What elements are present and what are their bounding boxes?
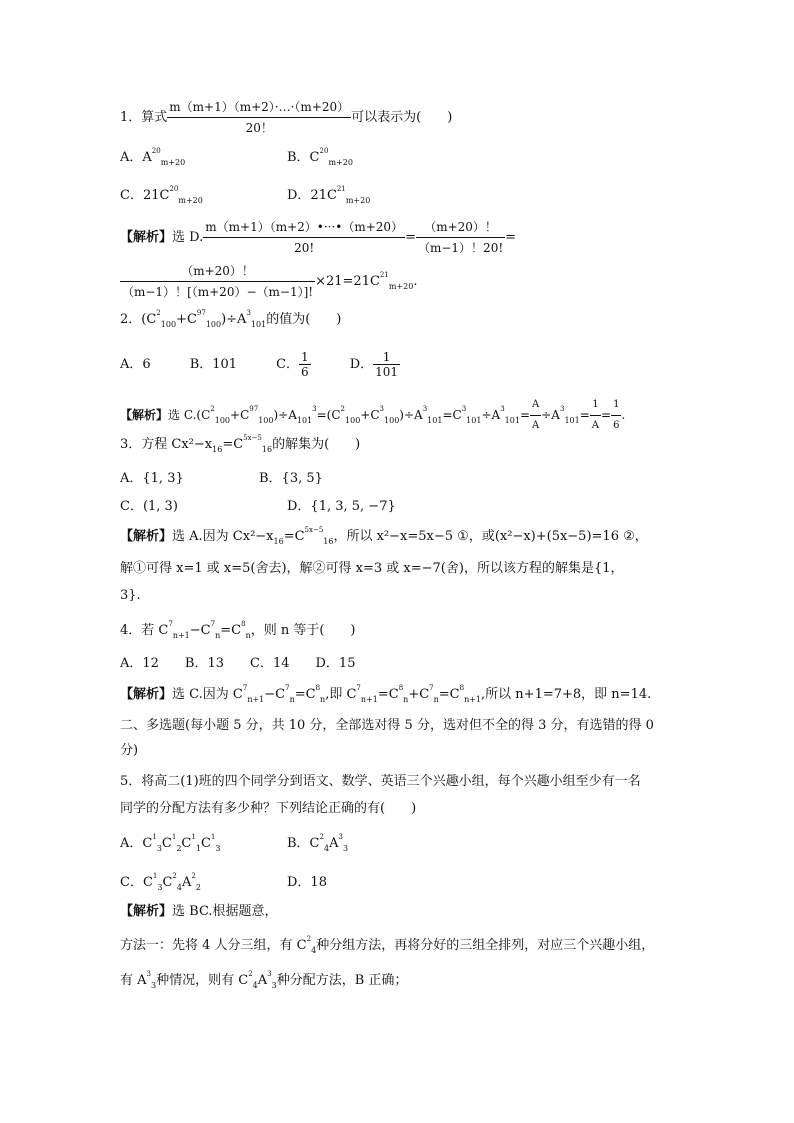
- q1-opt-b-text: B．C: [287, 150, 320, 165]
- q5-solution-tag: 【解析】: [120, 904, 173, 919]
- q3-stem: 3．方程 $Cx^2-x_{16}=C^{5x-5}_{16}$的解集为( ): [120, 434, 361, 454]
- q5-opt-c: C．$C^1_3C^2_4A^2_2$: [120, 872, 201, 892]
- q1-sol-lead: 选 D.: [172, 230, 204, 245]
- q1-sol-tail: ×21=21C: [315, 274, 380, 289]
- q1-sol-frac3: [120, 261, 315, 302]
- q5-method1b: 有 A: [120, 973, 147, 988]
- q1-solution-line2: $\frac{(m+20)!}{(m-1)![(m+20)-(m-1)]!}$ $\times 21=21C^{21}_{m+20}$.: [120, 261, 417, 302]
- q5-sol-lead: 选 BC.根据题意，: [172, 904, 278, 919]
- q1-sol-frac1-den: 20!: [203, 237, 405, 258]
- q3-stem-start: 3．方程 Cx²−x: [120, 437, 213, 452]
- q1-option-a: A．$A^{20}_{m+20}$: [120, 147, 186, 167]
- q3-sol1b: ，所以 x²−x=5x−5 ①，或(x²−x)+(5x−5)=16 ②，: [333, 529, 648, 544]
- q5-method1a-end: 种分组方法，再将分好的三组全排列，对应三个兴趣小组，: [316, 938, 655, 953]
- q1-sol-frac1: [203, 217, 405, 258]
- q1-solution-line1: 【解析】选 D. $\frac{m(m+1)(m+2)•\cdot\cdot\cdot•(m+20)}{20!}$ = $\frac{(m+20)!}{(m-1)!20!}$ =: [120, 217, 516, 258]
- q1-sol-frac2: [416, 217, 505, 258]
- q2-solution-tag: 【解析】: [120, 408, 169, 422]
- q5-stem-line1: 5．将高二(1)班的四个同学分到语文、数学、英语三个兴趣小组，每个兴趣小组至少有一名: [120, 774, 641, 789]
- q1-sol-frac2-num: （m+20）！: [424, 220, 497, 234]
- q1-prefix: 1．算式: [120, 110, 168, 125]
- q5-method1a: 方法一：先将 4 人分三组，有 C: [120, 938, 307, 953]
- q4-stem-start: 4．若 C: [120, 623, 169, 638]
- q4-solution: 【解析】选 C.因为 $C^7_{n+1}-C^7_n=C^8_n$,即 $C^7_{n+1}=C^8_n+C^7_n=C^8_{n+1}$,所以 n+1=7+8，即 n=14.: [120, 684, 652, 704]
- q2-opt-a: A．6: [120, 357, 151, 372]
- q2-opt-d-num: 1: [382, 350, 391, 364]
- q5-opt-b-text: B．C: [287, 836, 320, 851]
- section2-heading: 二、多选题(每小题 5 分，共 10 分，全部选对得 5 分，选对但不全的得 3 分，有选错的得 0: [120, 718, 654, 733]
- q1-sol-frac3-den: （m−1）！[（m+20）−（m−1）]!: [120, 281, 315, 302]
- q3-solution-line3: 3}.: [120, 588, 141, 603]
- q5-opt-b: B．$C^2_4A^3_3$: [287, 833, 349, 853]
- q5-method1-line1: 方法一：先将 4 人分三组，有 $C^2_4$种分组方法，再将分好的三组全排列，对应三个兴趣小组，: [120, 935, 655, 955]
- q2-opt-d-frac: [373, 350, 400, 379]
- q5-opt-a: A．$C^1_3C^1_2C^1_1C^1_3$: [120, 833, 221, 853]
- q1-option-b: B．$C^{20}_{m+20}$: [287, 147, 353, 167]
- q1-sol-frac3-num: （m+20）！: [181, 264, 254, 278]
- q3-solution-line2: 解①可得 x=1 或 x=5(舍去)，解②可得 x=3 或 x=−7(舍)，所以该方程的解集是{1，: [120, 561, 624, 576]
- q1-fraction-num: m（m+1）（m+2）·…·（m+20）: [169, 100, 350, 114]
- q1-opt-a-text: A．A: [120, 150, 152, 165]
- q1-solution-tag: 【解析】: [120, 230, 173, 245]
- q1-opt-c-text: C．21C: [120, 188, 170, 203]
- q1-stem: [120, 97, 452, 138]
- q1-suffix: 可以表示为( ): [351, 110, 453, 125]
- q2-opt-c: C．: [276, 357, 300, 372]
- q4-sol: 选 C.因为 C: [172, 687, 243, 702]
- q5-opt-d: D．18: [287, 875, 327, 890]
- q5-method1-line2: 有 $A^3_3$种情况，则有 $C^2_4A^3_3$种分配方法，B 正确；: [120, 970, 408, 990]
- q3-solution-tag: 【解析】: [120, 529, 173, 544]
- q4-options: A．12 B．13 C．14 D．15: [120, 656, 356, 671]
- q2-opt-d: D．: [349, 357, 374, 372]
- q2-opt-c-num: 1: [301, 350, 309, 364]
- q2-stem-end: 的值为( ): [266, 312, 342, 327]
- q5-opt-a-text: A．C: [120, 836, 153, 851]
- q2-opt-b: B．101: [189, 357, 238, 372]
- q5-stem-line2: 同学的分配方法有多少种？下列结论正确的有( ): [120, 801, 417, 816]
- q3-stem-end: 的解集为( ): [272, 437, 361, 452]
- q4-sol-end: ,所以 n+1=7+8，即 n=14.: [481, 687, 652, 702]
- q2-opt-c-frac: [299, 350, 311, 379]
- q5-solution-lead: [120, 902, 278, 922]
- q1-sol-frac2-den: （m−1）！20!: [416, 237, 505, 258]
- q3-opt-c: C．(1, 3): [120, 499, 178, 514]
- q5-method1b-end: 种分配方法，B 正确；: [276, 973, 408, 988]
- q1-sol-frac1-num: m（m+1）（m+2）•···•（m+20）: [205, 220, 404, 234]
- q3-opt-b: B．{3, 5}: [259, 471, 323, 486]
- q2-opt-c-den: 6: [301, 365, 309, 379]
- q5-method1b-mid: 种情况，则有 C: [156, 973, 249, 988]
- q2-sol-lead: 选 C.(C: [168, 408, 211, 422]
- q1-fraction: [167, 97, 351, 138]
- q2-solution: 【解析】选 $C.(C^2_{100}+C^{97}_{100})\div A_{101}^3=(C^2_{100}+C^3_{100})\div A^3_{101}=C^3_{101}\div A^3_{101}=$ $\frac{A}{A}$ $\div A^3_{101}=$ $\frac{1}{A}$ = $\frac{1}{6}$ .: [120, 395, 625, 436]
- q5-opt-c-text: C．C: [120, 875, 153, 890]
- q3-solution-line1: 【解析】选 A.因为 $Cx^2-x_{16}=C^{5x-5}_{16}$，所以 x²−x=5x−5 ①，或(x²−x)+(5x−5)=16 ②，: [120, 526, 648, 546]
- q4-solution-tag: 【解析】: [120, 687, 173, 702]
- q1-fraction-den: 20！: [167, 117, 351, 138]
- q2-stem-start: 2．(C: [120, 312, 157, 327]
- q3-sol1: 选 A.因为 Cx²−x: [172, 529, 274, 544]
- q3-opt-d: D．{1, 3, 5, −7}: [287, 499, 396, 514]
- q1-option-d: D．$21C^{21}_{m+20}$: [287, 185, 371, 205]
- q4-stem-end: ，则 n 等于( ): [250, 623, 356, 638]
- q2-stem: 2．$(C^2_{100}+C^{97}_{100})\div A^3_{101}$的值为( ): [120, 309, 342, 329]
- q4-stem: 4．若 $C^7_{n+1}-C^7_n=C^8_n$，则 n 等于( ): [120, 620, 356, 640]
- q2-options: [120, 350, 400, 379]
- q1-opt-d-text: D．21C: [287, 188, 337, 203]
- section2-heading-cont: 分): [120, 743, 139, 758]
- q2-opt-d-den: 101: [375, 365, 399, 379]
- q3-opt-a: A．{1, 3}: [120, 471, 184, 486]
- q1-option-c: C．$21C^{20}_{m+20}$: [120, 185, 203, 205]
